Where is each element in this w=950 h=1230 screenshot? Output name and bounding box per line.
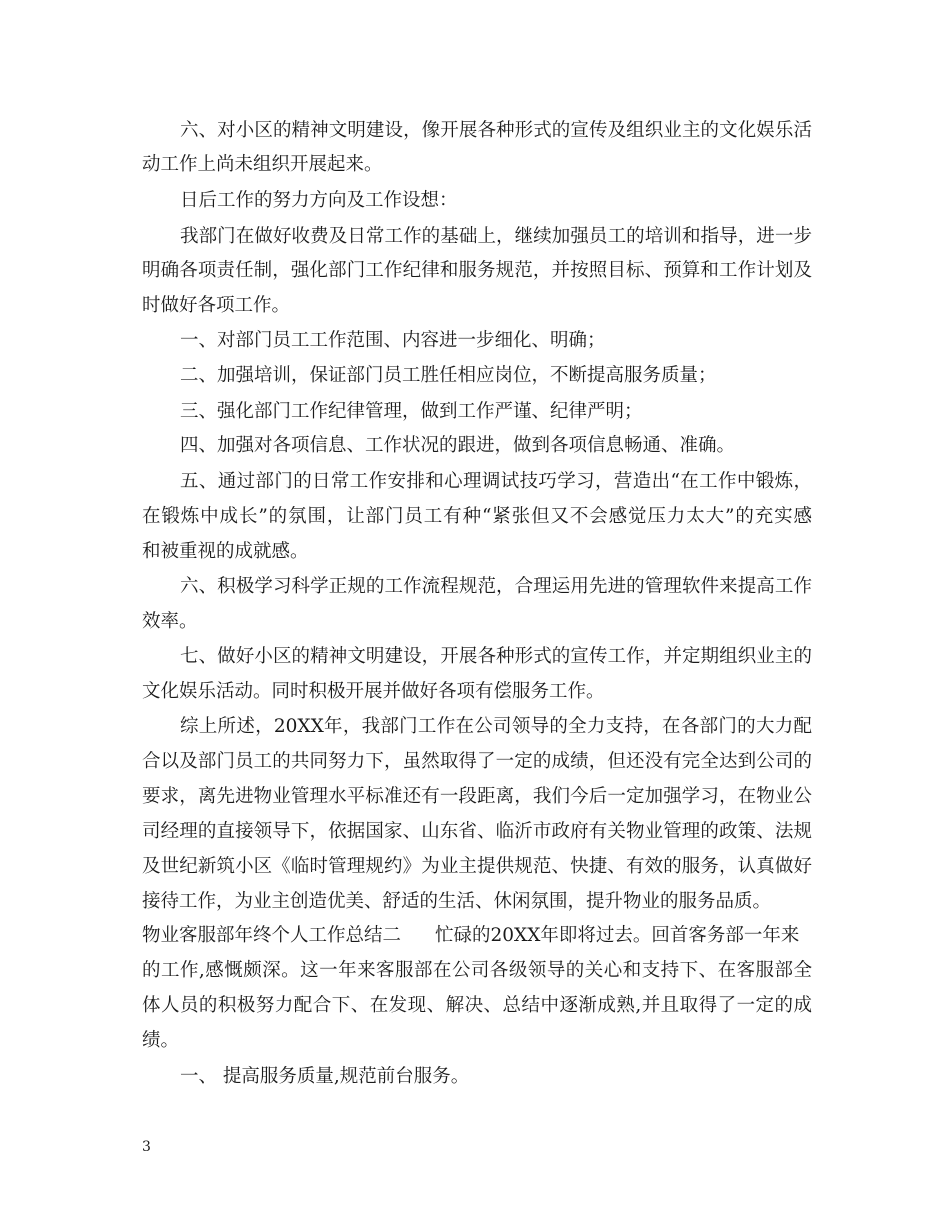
list-item: 一、对部门员工工作范围、内容进一步细化、明确；: [180, 330, 606, 351]
paragraph-line: 动工作上尚未组织开展起来。: [142, 154, 383, 175]
section-heading: 日后工作的努力方向及工作设想：: [180, 190, 458, 211]
paragraph-line: 的工作,感慨颇深。这一年来客服部在公司各级领导的关心和支持下、在客服部全: [142, 960, 812, 981]
paragraph-line: 合以及部门员工的共同努力下，虽然取得了一定的成绩，但还没有完全达到公司的: [142, 751, 812, 772]
page-number: 3: [142, 1139, 151, 1155]
paragraph-line: 及世纪新筑小区《临时管理规约》为业主提供规范、快捷、有效的服务，认真做好: [142, 856, 812, 877]
paragraph-line: 时做好各项工作。: [142, 295, 291, 316]
paragraph-line: 绩。: [142, 1030, 180, 1051]
list-item: 七、做好小区的精神文明建设，开展各种形式的宣传工作，并定期组织业主的: [180, 646, 812, 667]
paragraph-line: 和被重视的成就感。: [142, 541, 309, 562]
paragraph-line: 综上所述，20XX年，我部门工作在公司领导的全力支持，在各部门的大力配: [180, 716, 812, 737]
section-heading: 一、 提高服务质量,规范前台服务。: [180, 1066, 470, 1087]
paragraph-line: 要求，离先进物业管理水平标准还有一段距离，我们今后一定加强学习，在物业公: [142, 786, 812, 807]
list-item: 五、通过部门的日常工作安排和心理调试技巧学习，营造出“在工作中锻炼，: [180, 471, 812, 492]
list-item: 六、积极学习科学正规的工作流程规范，合理运用先进的管理软件来提高工作: [180, 576, 812, 597]
paragraph-line: 我部门在做好收费及日常工作的基础上，继续加强员工的培训和指导，进一步: [180, 226, 812, 247]
paragraph-line: 体人员的积极努力配合下、在发现、解决、总结中逐渐成熟,并且取得了一定的成: [142, 995, 812, 1016]
list-item: 四、加强对各项信息、工作状况的跟进，做到各项信息畅通、准确。: [180, 435, 736, 456]
paragraph-line: 文化娱乐活动。同时积极开展并做好各项有偿服务工作。: [142, 681, 605, 702]
paragraph-line: 六、对小区的精神文明建设，像开展各种形式的宣传及组织业主的文化娱乐活: [180, 120, 812, 141]
paragraph-line: 司经理的直接领导下，依据国家、山东省、临沂市政府有关物业管理的政策、法规: [142, 821, 812, 842]
paragraph-line: 明确各项责任制，强化部门工作纪律和服务规范，并按照目标、预算和工作计划及: [142, 260, 812, 281]
paragraph-line: 在锻炼中成长”的氛围，让部门员工有种“紧张但又不会感觉压力太大”的充实感: [142, 506, 812, 527]
paragraph-text: 忙碌的20XX年即将过去。回首客务部一年来: [435, 925, 800, 946]
summary-title: 物业客服部年终个人工作总结二: [142, 925, 402, 946]
paragraph-line: 接待工作，为业主创造优美、舒适的生活、休闲氛围，提升物业的服务品质。: [142, 891, 772, 912]
list-item: 三、强化部门工作纪律管理，做到工作严谨、纪律严明；: [180, 401, 643, 422]
list-item: 二、加强培训，保证部门员工胜任相应岗位，不断提高服务质量；: [180, 365, 717, 386]
summary-title-line: [142, 924, 812, 948]
paragraph-line: 效率。: [142, 611, 198, 632]
